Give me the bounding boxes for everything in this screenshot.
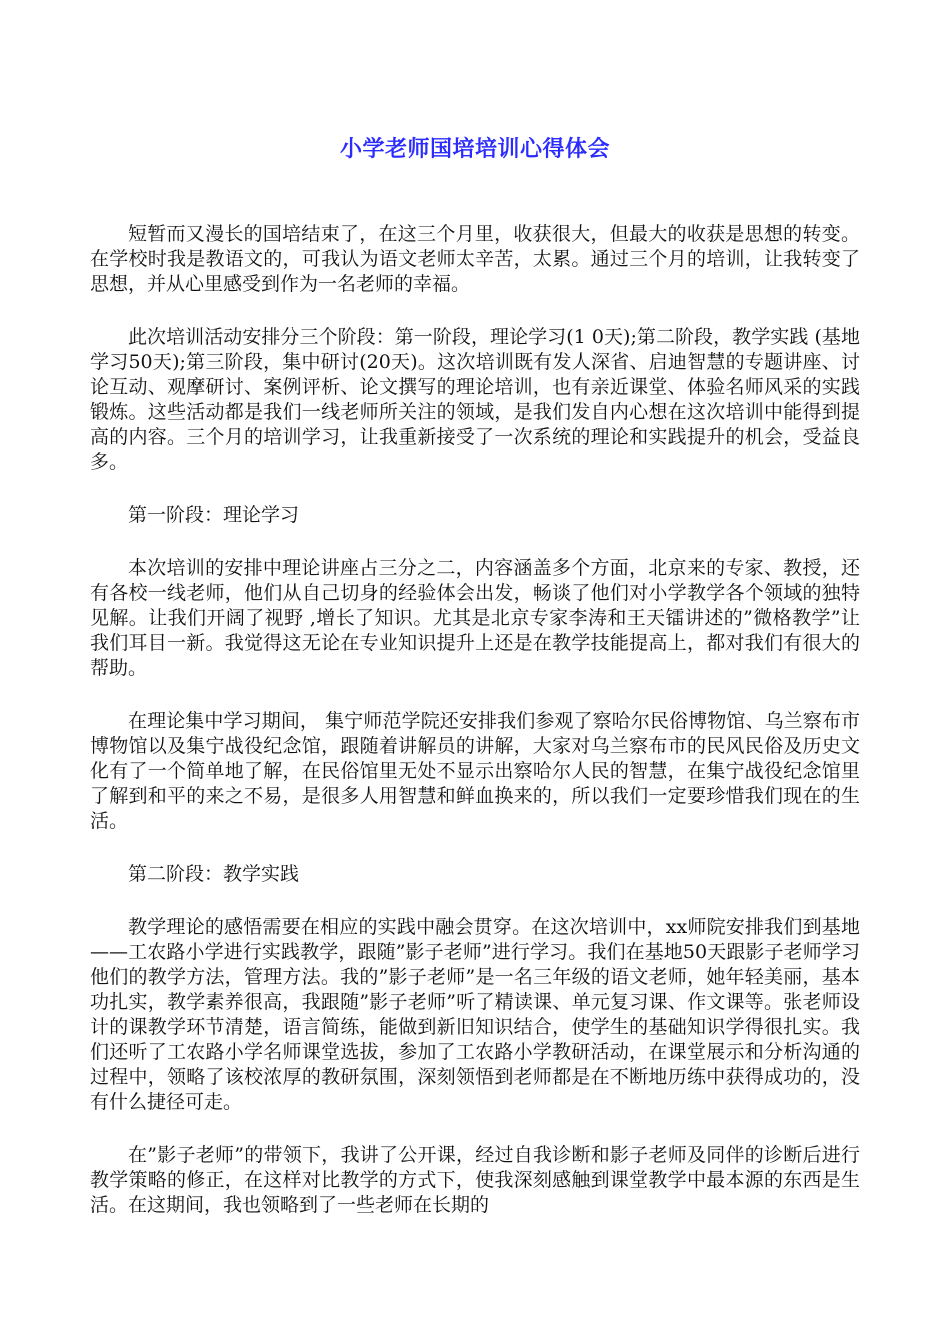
- section-heading-stage-one: 第一阶段：理论学习: [128, 504, 300, 526]
- section-heading-stage-two: 第二阶段：教学实践: [128, 863, 300, 885]
- paragraph-public-lesson: 在”影子老师”的带领下，我讲了公开课，经过自我诊断和影子老师及同伴的诊断后进行教学策略的修正，在这样对比教学的方式下，使我深刻感触到课堂教学中最本源的东西是生活。在这期间，我也领略到了一些老师在长期的: [90, 1144, 860, 1216]
- paragraph-training-arrangement: 此次培训活动安排分三个阶段：第一阶段，理论学习(1 0天);第二阶段，教学实践 (基地学习50天);第三阶段，集中研讨(20天)。这次培训既有发人深省、启迪智慧的专题讲座、讨论互动、观摩研讨、案例评析、论文撰写的理论培训，也有亲近课堂、体验名师风采的实践锻炼。这些活动都是我们一线老师所关注的领域，是我们发自内心想在这次培训中能得到提高的内容。三个月的培训学习，让我重新接受了一次系统的理论和实践提升的机会，受益良多。: [90, 326, 860, 473]
- paragraph-intro: 短暂而又漫长的国培结束了，在这三个月里，收获很大，但最大的收获是思想的转变。在学校时我是教语文的，可我认为语文老师太辛苦，太累。通过三个月的培训，让我转变了思想，并从心里感受到作为一名老师的幸福。: [90, 223, 860, 295]
- paragraph-theory-lectures: 本次培训的安排中理论讲座占三分之二，内容涵盖多个方面，北京来的专家、教授，还有各校一线老师，他们从自己切身的经验体会出发，畅谈了他们对小学教学各个领域的独特见解。让我们开阔了视野 ,增长了知识。尤其是北京专家李涛和王天镭讲述的”微格教学”让我们耳目一新。我觉得这无论在专业知识提升上还是在教学技能提高上，都对我们有很大的帮助。: [90, 557, 860, 679]
- document-title: 小学老师国培培训心得体会: [339, 137, 610, 162]
- paragraph-museum-visits: 在理论集中学习期间， 集宁师范学院还安排我们参观了察哈尔民俗博物馆、乌兰察布市博物馆以及集宁战役纪念馆，跟随着讲解员的讲解，大家对乌兰察布市的民风民俗及历史文化有了一个简单地了解，在民俗馆里无处不显示出察哈尔人民的智慧，在集宁战役纪念馆里了解到和平的来之不易，是很多人用智慧和鲜血换来的，所以我们一定要珍惜我们现在的生活。: [90, 710, 860, 832]
- paragraph-teaching-practice: 教学理论的感悟需要在相应的实践中融会贯穿。在这次培训中，xx师院安排我们到基地——工农路小学进行实践教学，跟随”影子老师”进行学习。我们在基地50天跟影子老师学习他们的教学方法，管理方法。我的”影子老师”是一名三年级的语文老师，她年轻美丽，基本功扎实，教学素养很高，我跟随”影子老师”听了精读课、单元复习课、作文课等。张老师设计的课教学环节清楚，语言简练，能做到新旧知识结合，使学生的基础知识学得很扎实。我们还听了工农路小学名师课堂选拔，参加了工农路小学教研活动，在课堂展示和分析沟通的过程中，领略了该校浓厚的教研氛围，深刻领悟到老师都是在不断地历练中获得成功的，没有什么捷径可走。: [90, 916, 860, 1113]
- document-body: [90, 222, 860, 1246]
